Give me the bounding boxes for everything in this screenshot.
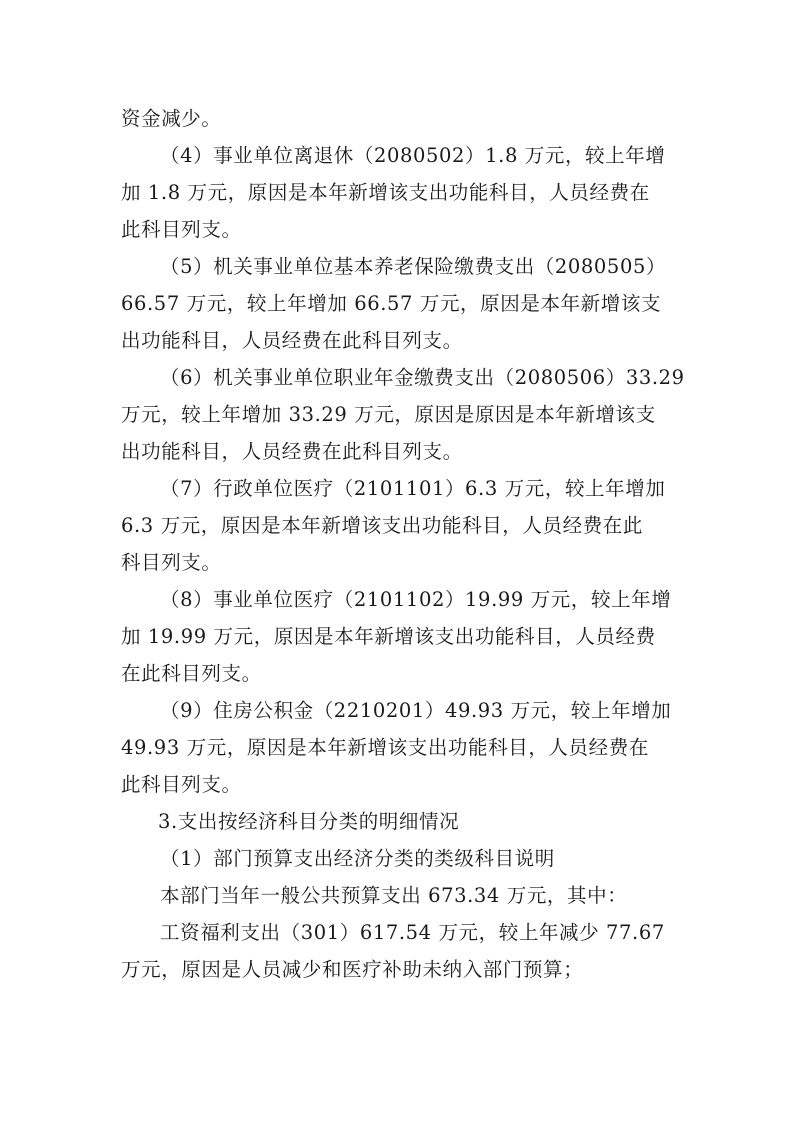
text-line-item-9-start: （9）住房公积金（2210201）49.93 万元，较上年增加 xyxy=(160,699,672,722)
text-line-item-6-start: （6）机关事业单位职业年金缴费支出（2080506）33.29 xyxy=(160,366,685,389)
text-line-item-4-start: （4）事业单位离退休（2080502）1.8 万元，较上年增 xyxy=(160,144,666,167)
text-line: 科目列支。 xyxy=(121,551,222,574)
text-line: 49.93 万元，原因是本年新增该支出功能科目，人员经费在 xyxy=(121,736,649,759)
text-line: 万元，较上年增加 33.29 万元，原因是原因是本年新增该支 xyxy=(121,403,656,426)
document-body xyxy=(121,100,685,988)
text-line: 万元，原因是人员减少和医疗补助未纳入部门预算； xyxy=(121,958,584,981)
text-line: 6.3 万元，原因是本年新增该支出功能科目，人员经费在此 xyxy=(121,514,644,537)
text-line: 在此科目列支。 xyxy=(121,662,262,685)
text-line-item-8-start: （8）事业单位医疗（2101102）19.99 万元，较上年增 xyxy=(160,588,672,611)
text-line: 此科目列支。 xyxy=(121,218,242,241)
text-line: 加 19.99 万元，原因是本年新增该支出功能科目，人员经费 xyxy=(121,625,656,648)
text-line: 出功能科目，人员经费在此科目列支。 xyxy=(121,440,463,463)
text-line-item-5-start: （5）机关事业单位基本养老保险缴费支出（2080505） xyxy=(160,255,667,278)
text-line-salary-start: 工资福利支出（301）617.54 万元，较上年减少 77.67 xyxy=(160,921,665,944)
text-line: 资金减少。 xyxy=(121,107,222,130)
section-heading: 3.支出按经济科目分类的明细情况 xyxy=(158,810,460,833)
text-line: 66.57 万元，较上年增加 66.57 万元，原因是本年新增该支 xyxy=(121,292,662,315)
text-line: 此科目列支。 xyxy=(121,773,242,796)
text-line: 出功能科目，人员经费在此科目列支。 xyxy=(121,329,463,352)
text-line: 加 1.8 万元，原因是本年新增该支出功能科目，人员经费在 xyxy=(121,181,650,204)
subsection-heading: （1）部门预算支出经济分类的类级科目说明 xyxy=(160,847,555,870)
text-line-item-7-start: （7）行政单位医疗（2101101）6.3 万元，较上年增加 xyxy=(160,477,666,500)
text-line-summary: 本部门当年一般公共预算支出 673.34 万元，其中： xyxy=(160,884,628,907)
